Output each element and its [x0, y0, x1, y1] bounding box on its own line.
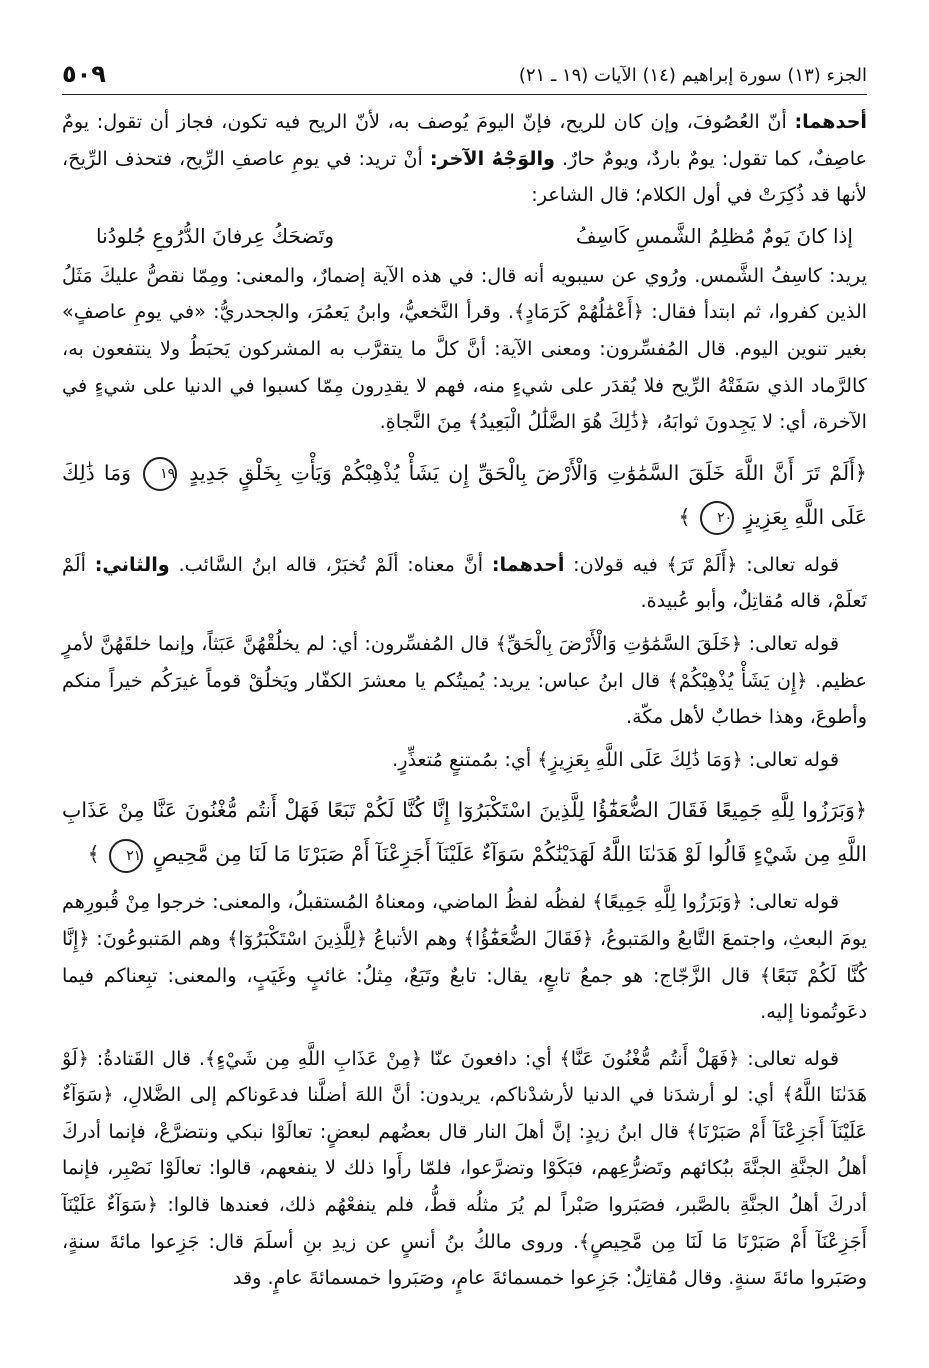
verse-19-text: ﴿أَلَمْ تَرَ أَنَّ اللَّهَ خَلَقَ السَّمَٰوَٰتِ وَالْأَرْضَ بِالْحَقِّ إِن يَشَأْ يُذْهِبْكُمْ وَيَأْتِ بِخَلْقٍ جَدِيدٍ [189, 460, 867, 485]
alam-tara-text-1: أنَّ معناه: ألَمْ تُخبَرْ، قاله ابنُ السَّائب. [178, 552, 484, 576]
paragraph-alam-tara [62, 547, 867, 620]
page-body [62, 104, 867, 1297]
paragraph-barazu: قوله تعالى: ﴿وَبَرَزُوا لِلَّهِ جَمِيعًا﴾ لفظُه لفظُ الماضي، ومعناهُ المُستقبلُ، والمعنى: خرجوا مِنْ قُبورِهم يومَ البعثِ، واجتمعَ التَّابعُ والمَتبوعُ، ﴿فَقَالَ الضُّعَفَٰٓؤُا﴾ وهم الأتباعُ ﴿لِلَّذِينَ اسْتَكْبَرُوٓا﴾ وهم المَتبوعُونَ: ﴿إِنَّا كُنَّا لَكُمْ تَبَعًا﴾ قال الزَّجّاج: هو جمعُ تابعٍ، يقال: تابعٌ وتَبَعٌ، مِثلُ: غائبٍ وغَيَبٍ، والمعنى: تبِعناكم فيما دعَوتُمونا إليه. [62, 890, 867, 1024]
quran-verse-21 [62, 788, 867, 876]
second-view-text: أنْ تريد: في يومِ عاصفِ الرِّيح، فتحذف الرِّيحَ، لأنها قد ذُكِرَتْ في أول الكلام؛ قال الشاعر: [62, 146, 867, 207]
page-header [62, 54, 867, 95]
verse-21-close-bracket: ﴾ [87, 842, 100, 867]
paragraph-commentary-sibawayh: يريد: كاسِفُ الشَّمس. ورُوي عن سيبويه أنه قال: في هذه الآية إضمارٌ، والمعنى: ومِمّا نقصُّ عليكَ مَثَلُ الذين كفروا، ثم ابتدأ فقال: ﴿أَعْمَٰلُهُمْ كَرَمَادٍ﴾. وقرأ النَّخعيُّ، وابنُ يَعمُرَ، والجحدريُّ: «في يومِ عاصفٍ» بغير تنوين اليوم. قال المُفسِّرون: ومعنى الآية: أنَّ كلَّ ما يتقرَّب به المشركون يَحبَطُ ولا ينتفعون به، كالرَّماد الذي سَفَتْهُ الرِّيح فلا يُقدَر على شيءٍ منه، فهم لا يقدِرون مِمّا كسبوا في الدنيا على شيءٍ في الآخرة، أي: لا يَجِدونَ ثوابَهُ، ﴿ذَٰلِكَ هُوَ الضَّلَٰلُ الْبَعِيدُ﴾ مِنَ النَّجاةِ. [62, 263, 867, 434]
alam-tara-term-1: أحدهما: [491, 552, 565, 576]
page-number: ٥٠٩ [62, 60, 106, 88]
ayah-number-21: ٢١ [109, 839, 143, 873]
quran-verse-19-20 [62, 451, 867, 539]
paragraph-aziz: قوله تعالى: ﴿وَمَا ذَٰلِكَ عَلَى اللَّهِ بِعَزِيزٍ﴾ أي: بمُمتنعٍ مُتعذِّرٍ. [392, 747, 839, 771]
second-view-term: والوَجْهُ الآخر: [429, 146, 555, 170]
first-view-text: أنّ العُصُوفَ، وإن كان للريح، فإنّ اليومَ يُوصف به، لأنّ الريح فيه تكون، فجاز أن تقول: يومٌ عاصِفٌ، كما تقول: يومٌ باردٌ، ويومٌ حارٌ. [62, 110, 867, 170]
first-view-term: أحدهما: [794, 110, 867, 133]
paragraph-grammar-explanation [62, 104, 867, 214]
ayah-number-19: ١٩ [143, 457, 177, 491]
verse-20-text: وَمَا ذَٰلِكَ عَلَى اللَّهِ بِعَزِيزٍ [62, 460, 867, 529]
alam-tara-text-2: ألَمْ تَعلَمْ، قاله مُقاتِلٌ، وأبو عُبيدة. [62, 552, 867, 613]
running-head: الجزء (١٣) سورة إبراهيم (١٤) الآيات (١٩ ـ ٢١) [518, 65, 867, 86]
poetry-line [62, 216, 867, 256]
poetry-hemistich-left: وتَضحَكُ عِرفانَ الدُّرُوعِ جُلودُنا [96, 223, 334, 248]
alam-tara-lead: قوله تعالى: ﴿أَلَمْ تَرَ﴾ فيه قولان: [573, 552, 840, 576]
verse-close-bracket: ﴾ [678, 504, 691, 529]
paragraph-mughnun: قوله تعالى: ﴿فَهَلْ أَنتُم مُّغْنُونَ عَنَّا﴾ أي: دافعونَ عنّا ﴿مِنْ عَذَابِ اللَّهِ مِن شَيْءٍ﴾. قال القَتادةُ: ﴿لَوْ هَدَىٰنَا اللَّهُ﴾ أي: لو أرشدَنا في الدنيا لأرشدْناكم، يريدون: أنَّ اللهَ أضلَّنا فدعَوناكم إلى الضَّلالِ، ﴿سَوَآءٌ عَلَيْنَآ أَجَزِعْنَآ أَمْ صَبَرْنَا﴾ قال ابنُ زيدٍ: إنَّ أهلَ النار قال بعضُهم لبعضٍ: تعالَوْا نبكي ونتضرَّعْ، فإنما أدركَ أهلُ الجنَّةِ الجنَّةَ ببُكائهم وتَضرُّعِهم، فبَكَوْا وتضرَّعوا، فلمّا رأَوا ذلك لا ينفعهم، قالوا: تعالَوْا نَصْبِر، فإنما أدركَ أهلُ الجنَّةِ بالصَّبر، فصَبَروا صَبْراً لم يُرَ مثلُه قطُّ، فلم ينفعْهُم ذلك، فعندها قالوا: ﴿سَوَآءٌ عَلَيْنَآ أَجَزِعْنَآ أَمْ صَبَرْنَا مَا لَنَا مِن مَّحِيصٍ﴾. وروى مالكُ بنُ أنسٍ عن زيدِ بنِ أسلَمَ قال: جَزِعوا مائةَ سنةٍ، وصَبَروا مائةَ سنةٍ. وقال مُقاتِلٌ: جَزِعوا خمسمائةَ عامٍ، وصَبَروا خمسمائةَ عامٍ. وقد [62, 1046, 867, 1290]
alam-tara-term-2: والثاني: [94, 552, 170, 576]
verse-21-text: ﴿وَبَرَزُوا لِلَّهِ جَمِيعًا فَقَالَ الضُّعَفَٰٓؤُا لِلَّذِينَ اسْتَكْبَرُوٓا إِنَّا كُنَّا لَكُمْ تَبَعًا فَهَلْ أَنتُم مُّغْنُونَ عَنَّا مِنْ عَذَابِ اللَّهِ مِن شَيْءٍ قَالُوا لَوْ هَدَىٰنَا اللَّهُ لَهَدَيْنَٰكُمْ سَوَآءٌ عَلَيْنَآ أَجَزِعْنَآ أَمْ صَبَرْنَا مَا لَنَا مِن مَّحِيصٍ [62, 798, 867, 867]
paragraph-creation: قوله تعالى: ﴿خَلَقَ السَّمَٰوَٰتِ وَالْأَرْضَ بِالْحَقِّ﴾ قال المُفسِّرون: أي: لم يخلُقْهُنَّ عَبَثاً، وإنما خلقَهُنَّ لأمرٍ عظيم. ﴿إِن يَشَأْ يُذْهِبْكُمْ﴾ قال ابنُ عباس: يريد: يُميتُكم يا معشرَ الكفّار ويَخلُقْ قوماً غيرَكُم خيراً منكم وأطوعَ، وهذا خطابٌ لأهل مكّة. [62, 631, 867, 729]
ayah-number-20: ٢٠ [700, 501, 734, 535]
poetry-hemistich-right: إذا كانَ يَومٌ مُظلِمُ الشَّمسِ كَاسِفُ [575, 223, 853, 248]
